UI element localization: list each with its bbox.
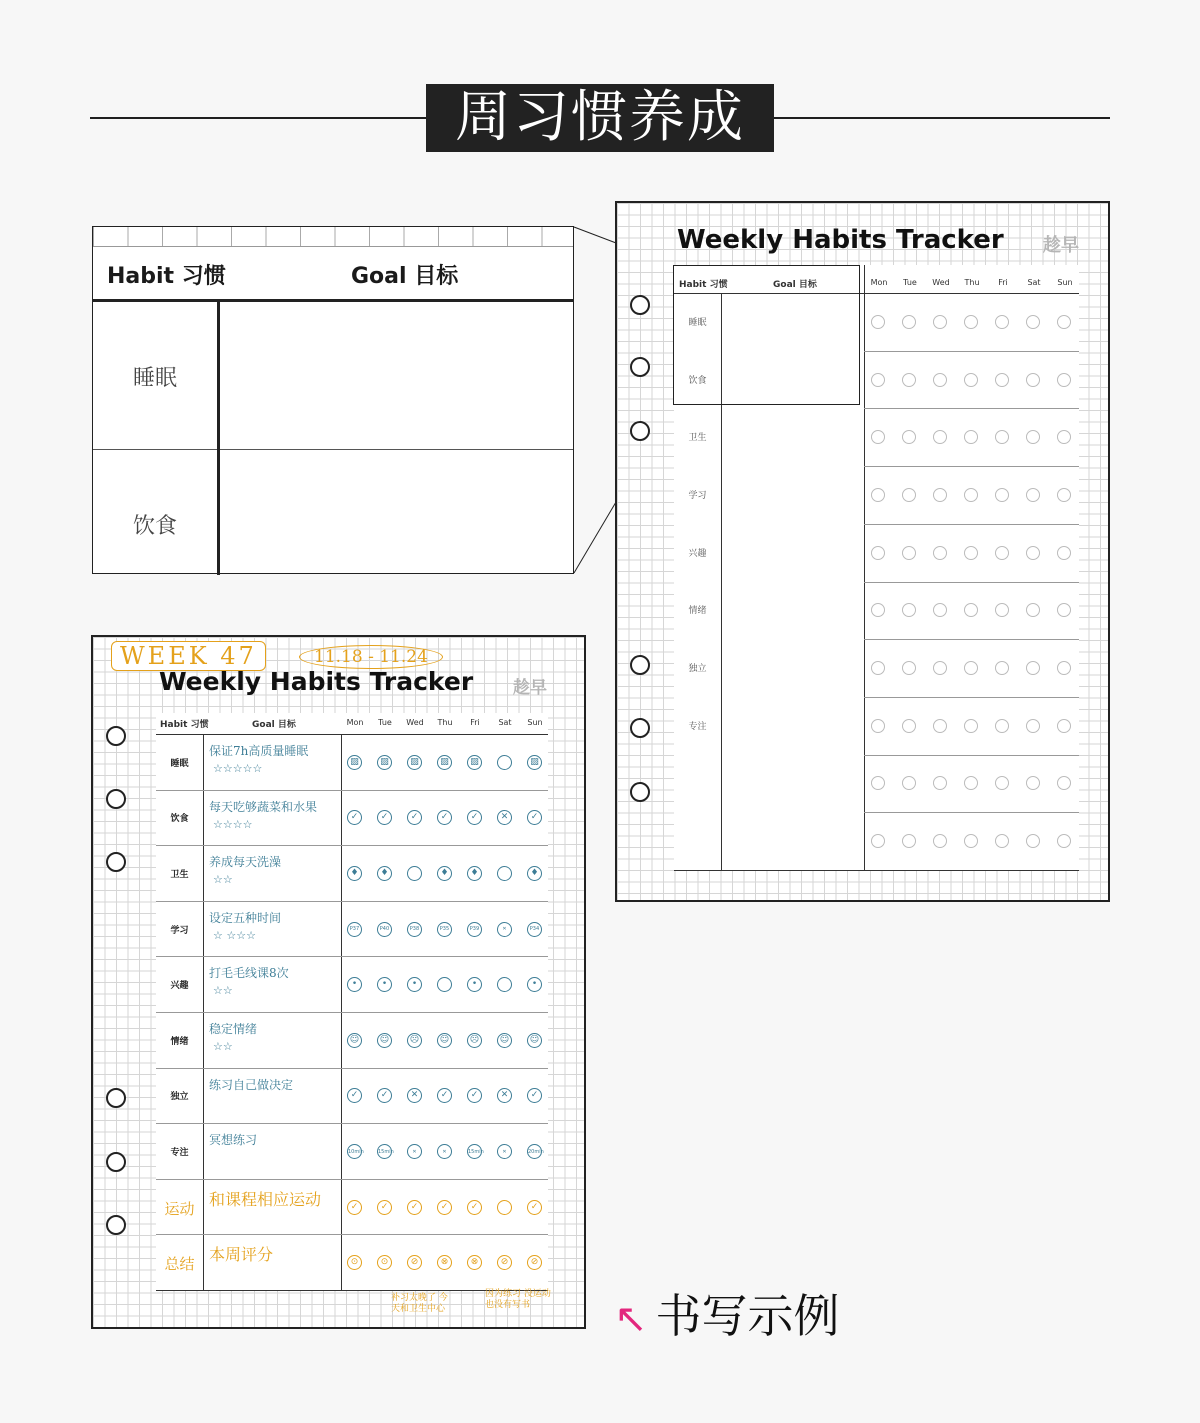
zoom-grid-strip [93,227,573,247]
day-mark[interactable] [437,1144,452,1159]
day-mark[interactable]: • [407,977,422,992]
day-mark[interactable]: ▨ [467,755,482,770]
binder-hole [106,1152,126,1172]
day-checkbox[interactable] [1057,719,1071,733]
day-checkbox[interactable] [995,661,1009,675]
day-mark[interactable]: ✓ [377,1200,392,1215]
binder-hole [106,1088,126,1108]
day-checkbox[interactable] [871,719,885,733]
binder-hole [630,357,650,377]
week-label: WEEK 47 [111,641,266,671]
focus-duration: 15min [468,1149,484,1155]
day-mark[interactable]: ✓ [437,810,452,825]
day-mark[interactable]: ✓ [467,1088,482,1103]
day-checkbox[interactable] [1057,488,1071,502]
binder-hole [630,421,650,441]
day-mark[interactable]: ✓ [467,1200,482,1215]
day-checkbox[interactable] [871,315,885,329]
day-checkbox[interactable] [871,661,885,675]
day-checkbox[interactable] [933,719,947,733]
day-checkbox[interactable] [1026,661,1040,675]
day-checkbox[interactable] [995,719,1009,733]
zoom-detail-panel [92,226,574,574]
row-rule [674,870,1079,871]
day-checkbox[interactable] [1026,719,1040,733]
zoom-header-rule [93,299,573,302]
zoom-row-diet: 饮食 [132,514,177,539]
day-mark[interactable] [527,1144,542,1159]
day-checkbox[interactable] [1057,661,1071,675]
focus-duration: ✕ [502,1149,507,1155]
focus-duration: ✕ [442,1149,447,1155]
focus-duration: 20min [528,1149,544,1155]
day-checkbox[interactable] [871,546,885,560]
day-mark[interactable]: ✓ [377,810,392,825]
habit-label: 专注 [170,1148,189,1158]
day-checkbox[interactable] [964,546,978,560]
row-rule [156,1123,548,1124]
day-mark[interactable]: ✕ [497,1088,512,1103]
goal-text: 每天吃够蔬菜和水果 [209,799,318,814]
habit-label: 饮食 [170,814,189,825]
day-header: Wed [406,718,424,727]
day-header: Sat [1027,278,1041,287]
day-mark[interactable]: P34 [527,922,542,937]
day-checkbox[interactable] [902,546,916,560]
row-rule [864,755,1079,756]
day-checkbox[interactable] [902,719,916,733]
row-rule [864,466,1079,467]
day-checkbox[interactable] [1057,546,1071,560]
day-header: Sun [527,718,543,727]
day-mark[interactable]: ☹ [467,1033,482,1048]
day-checkbox[interactable] [1026,488,1040,502]
day-mark[interactable]: ✓ [467,810,482,825]
habit-label: 情绪 [688,606,707,617]
day-mark[interactable]: ♦ [527,866,542,881]
day-mark[interactable]: ⊗ [437,1255,452,1270]
day-header: Wed [932,278,950,287]
header-rule [156,734,548,735]
day-mark[interactable]: ☺ [437,1033,452,1048]
day-mark[interactable]: ⊘ [497,1255,512,1270]
row-rule [156,1012,548,1013]
example-brand-logo: 趁早 [513,678,547,698]
day-mark[interactable]: P39 [467,922,482,937]
blank-habit-header: Habit 习惯 [679,280,728,290]
day-mark[interactable]: P40 [377,922,392,937]
day-header: Fri [998,278,1008,287]
day-mark[interactable]: P38 [407,922,422,937]
example-tracker-sheet [91,635,586,1329]
goal-text: 打毛毛线课8次 [209,966,289,981]
day-mark[interactable]: ✓ [527,810,542,825]
day-checkbox[interactable] [1026,546,1040,560]
day-mark[interactable]: ✓ [347,810,362,825]
goal-stars: ☆☆ [213,984,233,998]
goal-stars: ☆☆ [213,873,233,887]
day-checkbox[interactable] [933,546,947,560]
day-checkbox[interactable] [902,373,916,387]
row-rule [864,812,1079,813]
day-checkbox[interactable] [1026,315,1040,329]
row-rule [156,845,548,846]
day-mark[interactable]: ☺ [377,1033,392,1048]
example-tracker-title: Weekly Habits Tracker [159,667,474,696]
day-mark[interactable]: ✓ [437,1088,452,1103]
day-mark[interactable]: ✓ [527,1200,542,1215]
day-mark[interactable] [467,1144,482,1159]
habit-label: 情绪 [170,1036,189,1047]
goal-stars: ☆ ☆☆☆ [213,928,256,942]
day-checkbox[interactable] [902,315,916,329]
day-header: Tue [378,718,392,727]
row-rule [156,1179,548,1180]
day-mark[interactable]: ♦ [377,866,392,881]
row-rule [156,1234,548,1235]
day-mark[interactable]: ✓ [527,1088,542,1103]
day-checkbox[interactable] [933,661,947,675]
day-mark[interactable]: ⊗ [467,1255,482,1270]
day-checkbox[interactable] [995,546,1009,560]
day-mark[interactable]: ☺ [527,1033,542,1048]
binder-hole [630,655,650,675]
habit-label: 专注 [688,721,707,732]
arrow-up-left-icon: ↖ [614,1296,648,1342]
day-checkbox[interactable] [964,373,978,387]
day-mark[interactable]: ✓ [407,1200,422,1215]
day-checkbox[interactable] [995,373,1009,387]
day-mark[interactable]: • [527,977,542,992]
date-range: 11.18 - 11.24 [299,645,443,669]
habit-label: 卫生 [170,870,189,880]
day-header: Sat [498,718,512,727]
zoom-row-rule [93,449,573,450]
zoom-habit-header: Habit 习惯 [107,264,226,289]
day-mark[interactable]: ✓ [437,1200,452,1215]
binder-hole [630,718,650,738]
binder-hole [106,852,126,872]
zoom-highlight-box [673,265,860,405]
day-mark[interactable]: ▨ [437,755,452,770]
goal-text: 冥想练习 [209,1133,258,1148]
goal-text: 养成每天洗澡 [209,855,282,870]
day-mark[interactable]: ⊘ [407,1255,422,1270]
day-mark[interactable]: ♦ [467,866,482,881]
day-mark[interactable] [377,1144,392,1159]
row-rule [864,582,1079,583]
binder-hole [630,295,650,315]
day-mark[interactable]: • [347,977,362,992]
day-checkbox[interactable] [964,488,978,502]
habit-label: 运动 [164,1199,195,1218]
day-mark[interactable]: ⊙ [377,1255,392,1270]
day-checkbox[interactable] [933,488,947,502]
day-header: Fri [470,718,480,727]
day-mark[interactable]: ▨ [377,755,392,770]
habit-label: 睡眠 [170,758,189,769]
focus-duration: 15min [378,1149,394,1155]
goal-stars: ☆☆ [213,1040,233,1053]
day-mark[interactable]: ✓ [377,1088,392,1103]
page-title: 周习惯养成 [426,84,774,152]
focus-duration: ✕ [412,1149,417,1155]
example-caption [614,1280,840,1346]
habit-label: 学习 [688,490,707,501]
day-header: Thu [437,718,453,727]
day-checkbox[interactable] [1026,373,1040,387]
blank-goal-header: Goal 目标 [773,280,817,290]
day-mark[interactable] [497,866,512,881]
binder-hole [106,726,126,746]
day-checkbox[interactable] [902,488,916,502]
goal-text: 本周评分 [209,1245,274,1265]
day-header: Mon [870,278,888,287]
day-mark[interactable] [497,755,512,770]
goal-text: 稳定情绪 [209,1022,258,1036]
day-checkbox[interactable] [902,661,916,675]
day-mark[interactable]: • [377,977,392,992]
habit-label: 兴趣 [688,548,707,559]
habit-label: 睡眠 [688,317,707,328]
note-left: 补习太晚了 今天和卫生中心 [391,1293,448,1314]
day-mark[interactable]: ♦ [437,866,452,881]
day-header: Sun [1057,278,1073,287]
goal-text: 设定五种时间 [209,910,282,925]
day-mark[interactable] [497,1200,512,1215]
focus-duration: 10min [348,1149,364,1155]
zoom-goal-header: Goal 目标 [351,264,459,289]
day-mark[interactable]: • [467,977,482,992]
day-mark[interactable]: ✕ [497,922,512,937]
day-mark[interactable]: ♦ [347,866,362,881]
habit-label: 饮食 [688,375,707,386]
day-checkbox[interactable] [995,315,1009,329]
day-checkbox[interactable] [871,373,885,387]
day-mark[interactable]: ☺ [497,1033,512,1048]
goal-stars: ☆☆☆☆ [213,817,253,831]
day-checkbox[interactable] [964,661,978,675]
row-rule [156,1068,548,1069]
row-rule [864,351,1079,352]
day-mark[interactable]: ✕ [497,810,512,825]
note-right: 因为练习 没运动也没有写书 [485,1289,551,1310]
blank-tracker-title: Weekly Habits Tracker [677,225,1004,255]
row-rule [156,901,548,902]
row-rule [864,524,1079,525]
example-goal-header: Goal 目标 [252,720,296,730]
day-mark[interactable] [407,866,422,881]
day-checkbox[interactable] [933,315,947,329]
day-checkbox[interactable] [1057,315,1071,329]
row-rule [156,790,548,791]
row-rule [864,697,1079,698]
habit-label: 独立 [170,1092,189,1103]
day-header: Tue [903,278,917,287]
day-mark[interactable]: ✓ [347,1088,362,1103]
day-mark[interactable]: ▨ [407,755,422,770]
day-checkbox[interactable] [964,315,978,329]
day-mark[interactable] [407,1144,422,1159]
day-checkbox[interactable] [933,373,947,387]
day-mark[interactable]: P37 [347,922,362,937]
binder-hole [106,1215,126,1235]
brand-logo: 趁早 [1043,235,1079,256]
habit-label: 独立 [688,664,707,675]
day-mark[interactable] [347,1144,362,1159]
goal-column-rule [864,265,865,870]
habit-label: 学习 [170,925,189,936]
day-header: Mon [346,718,364,727]
row-rule [864,639,1079,640]
day-mark[interactable]: ⊙ [347,1255,362,1270]
goal-stars: ☆☆☆☆☆ [213,762,263,775]
day-mark[interactable]: ▨ [347,755,362,770]
goal-text: 练习自己做决定 [209,1077,294,1092]
day-mark[interactable] [497,1144,512,1159]
habit-label: 兴趣 [170,981,189,992]
day-mark[interactable]: ☺ [347,1033,362,1048]
goal-text: 和课程相应运动 [209,1189,322,1209]
day-checkbox[interactable] [1057,373,1071,387]
example-habit-header: Habit 习惯 [160,720,209,730]
day-mark[interactable]: ✓ [347,1200,362,1215]
day-mark[interactable]: ☹ [407,1033,422,1048]
binder-hole [106,789,126,809]
day-header: Thu [964,278,980,287]
day-checkbox[interactable] [964,719,978,733]
row-rule [156,956,548,957]
day-mark[interactable]: ▨ [527,755,542,770]
habit-label: 总结 [164,1255,195,1274]
example-caption-text: 书写示例 [655,1289,840,1343]
row-rule [864,408,1079,409]
day-mark[interactable]: ⊘ [527,1255,542,1270]
habit-label: 卫生 [688,433,707,444]
day-mark[interactable]: P35 [437,922,452,937]
zoom-column-rule [217,301,220,575]
day-mark[interactable]: ✕ [407,1088,422,1103]
binder-hole [630,782,650,802]
day-checkbox[interactable] [871,488,885,502]
blank-tracker-sheet [615,201,1110,902]
day-mark[interactable]: ✓ [407,810,422,825]
goal-text: 保证7h高质量睡眠 [209,744,309,758]
zoom-row-sleep: 睡眠 [132,366,177,391]
day-checkbox[interactable] [995,488,1009,502]
